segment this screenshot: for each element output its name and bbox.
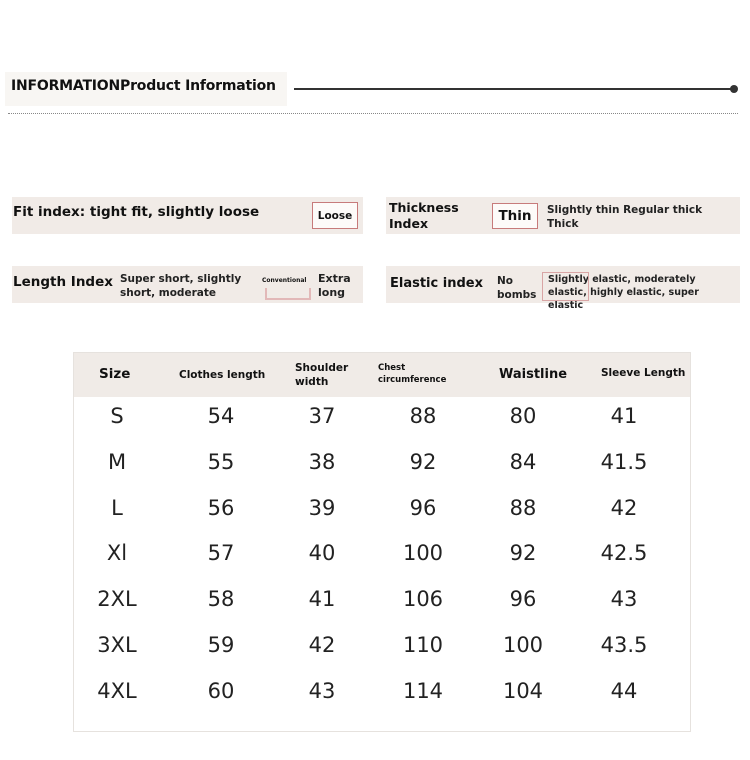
- chest-cell: 114: [402, 679, 444, 703]
- length-index-marker-right: [309, 288, 311, 300]
- waistline-cell: 100: [502, 633, 544, 657]
- chest-cell: 92: [409, 450, 437, 474]
- fit-index-marker: Loose: [312, 202, 358, 229]
- shoulder-width-cell: 38: [308, 450, 336, 474]
- header-sleeve-length: Sleeve Length: [601, 367, 686, 379]
- sleeve-length-cell: 44: [610, 679, 638, 703]
- elastic-index-first: No bombs: [497, 275, 537, 301]
- clothes-length-cell: 58: [207, 587, 235, 611]
- length-index-panel: [12, 266, 363, 303]
- length-index-marker: Conventional: [262, 277, 307, 284]
- sleeve-length-cell: 43.5: [600, 633, 648, 657]
- shoulder-width-cell: 42: [308, 633, 336, 657]
- waistline-cell: 92: [509, 541, 537, 565]
- sleeve-length-cell: 41.5: [600, 450, 648, 474]
- clothes-length-cell: 56: [207, 496, 235, 520]
- chest-cell: 100: [402, 541, 444, 565]
- clothes-length-cell: 59: [207, 633, 235, 657]
- chest-cell: 96: [409, 496, 437, 520]
- size-cell: Xl: [106, 541, 128, 565]
- thickness-index-panel: [386, 197, 740, 234]
- size-table: [73, 352, 691, 732]
- waistline-cell: 96: [509, 587, 537, 611]
- shoulder-width-cell: 43: [308, 679, 336, 703]
- header-waistline: Waistline: [499, 367, 568, 382]
- shoulder-width-cell: 39: [308, 496, 336, 520]
- sleeve-length-cell: 42.5: [600, 541, 648, 565]
- header-chest-circumference: Chest circumference: [378, 363, 447, 385]
- elastic-index-marker: [542, 272, 589, 301]
- shoulder-width-cell: 40: [308, 541, 336, 565]
- fit-index-label: Fit index: tight fit, slightly loose: [13, 204, 260, 220]
- clothes-length-cell: 55: [207, 450, 235, 474]
- chest-cell: 88: [409, 404, 437, 428]
- size-cell: 3XL: [97, 633, 137, 657]
- elastic-index-label: Elastic index: [390, 276, 483, 291]
- sleeve-length-cell: 42: [610, 496, 638, 520]
- waistline-cell: 104: [502, 679, 544, 703]
- shoulder-width-cell: 37: [308, 404, 336, 428]
- waistline-cell: 88: [509, 496, 537, 520]
- sleeve-length-cell: 41: [610, 404, 638, 428]
- size-table-header: [74, 353, 690, 397]
- dotted-separator: [8, 113, 738, 114]
- shoulder-width-cell: 41: [308, 587, 336, 611]
- clothes-length-cell: 57: [207, 541, 235, 565]
- elastic-index-panel: [386, 266, 740, 311]
- size-cell: L: [111, 496, 123, 520]
- thickness-index-marker: Thin: [492, 203, 538, 229]
- sleeve-length-cell: 43: [610, 587, 638, 611]
- waistline-cell: 84: [509, 450, 537, 474]
- size-cell: M: [107, 450, 127, 474]
- header-divider-dot: [730, 85, 738, 93]
- size-cell: 4XL: [97, 679, 137, 703]
- length-index-label: Length Index: [13, 274, 113, 290]
- header-clothes-length: Clothes length: [179, 369, 266, 381]
- page-title: INFORMATIONProduct Information: [11, 78, 276, 94]
- chest-cell: 110: [402, 633, 444, 657]
- thickness-index-label: Thickness Index: [389, 200, 459, 231]
- header-divider-line: [294, 88, 731, 90]
- header-size: Size: [99, 366, 131, 382]
- thickness-index-options: Slightly thin Regular thick Thick: [547, 204, 703, 230]
- length-index-extra: Extra long: [318, 272, 351, 299]
- size-cell: S: [110, 404, 124, 428]
- elastic-index-options: Slightly elastic, moderately elastic, highly elastic, super elastic: [548, 274, 699, 311]
- fit-index-panel: [12, 197, 363, 234]
- length-index-marker-base: [265, 298, 311, 300]
- clothes-length-cell: 60: [207, 679, 235, 703]
- chest-cell: 106: [402, 587, 444, 611]
- length-index-options: Super short, slightly short, moderate: [120, 273, 242, 299]
- clothes-length-cell: 54: [207, 404, 235, 428]
- header-shoulder-width: Shoulder width: [295, 362, 349, 388]
- waistline-cell: 80: [509, 404, 537, 428]
- size-cell: 2XL: [97, 587, 137, 611]
